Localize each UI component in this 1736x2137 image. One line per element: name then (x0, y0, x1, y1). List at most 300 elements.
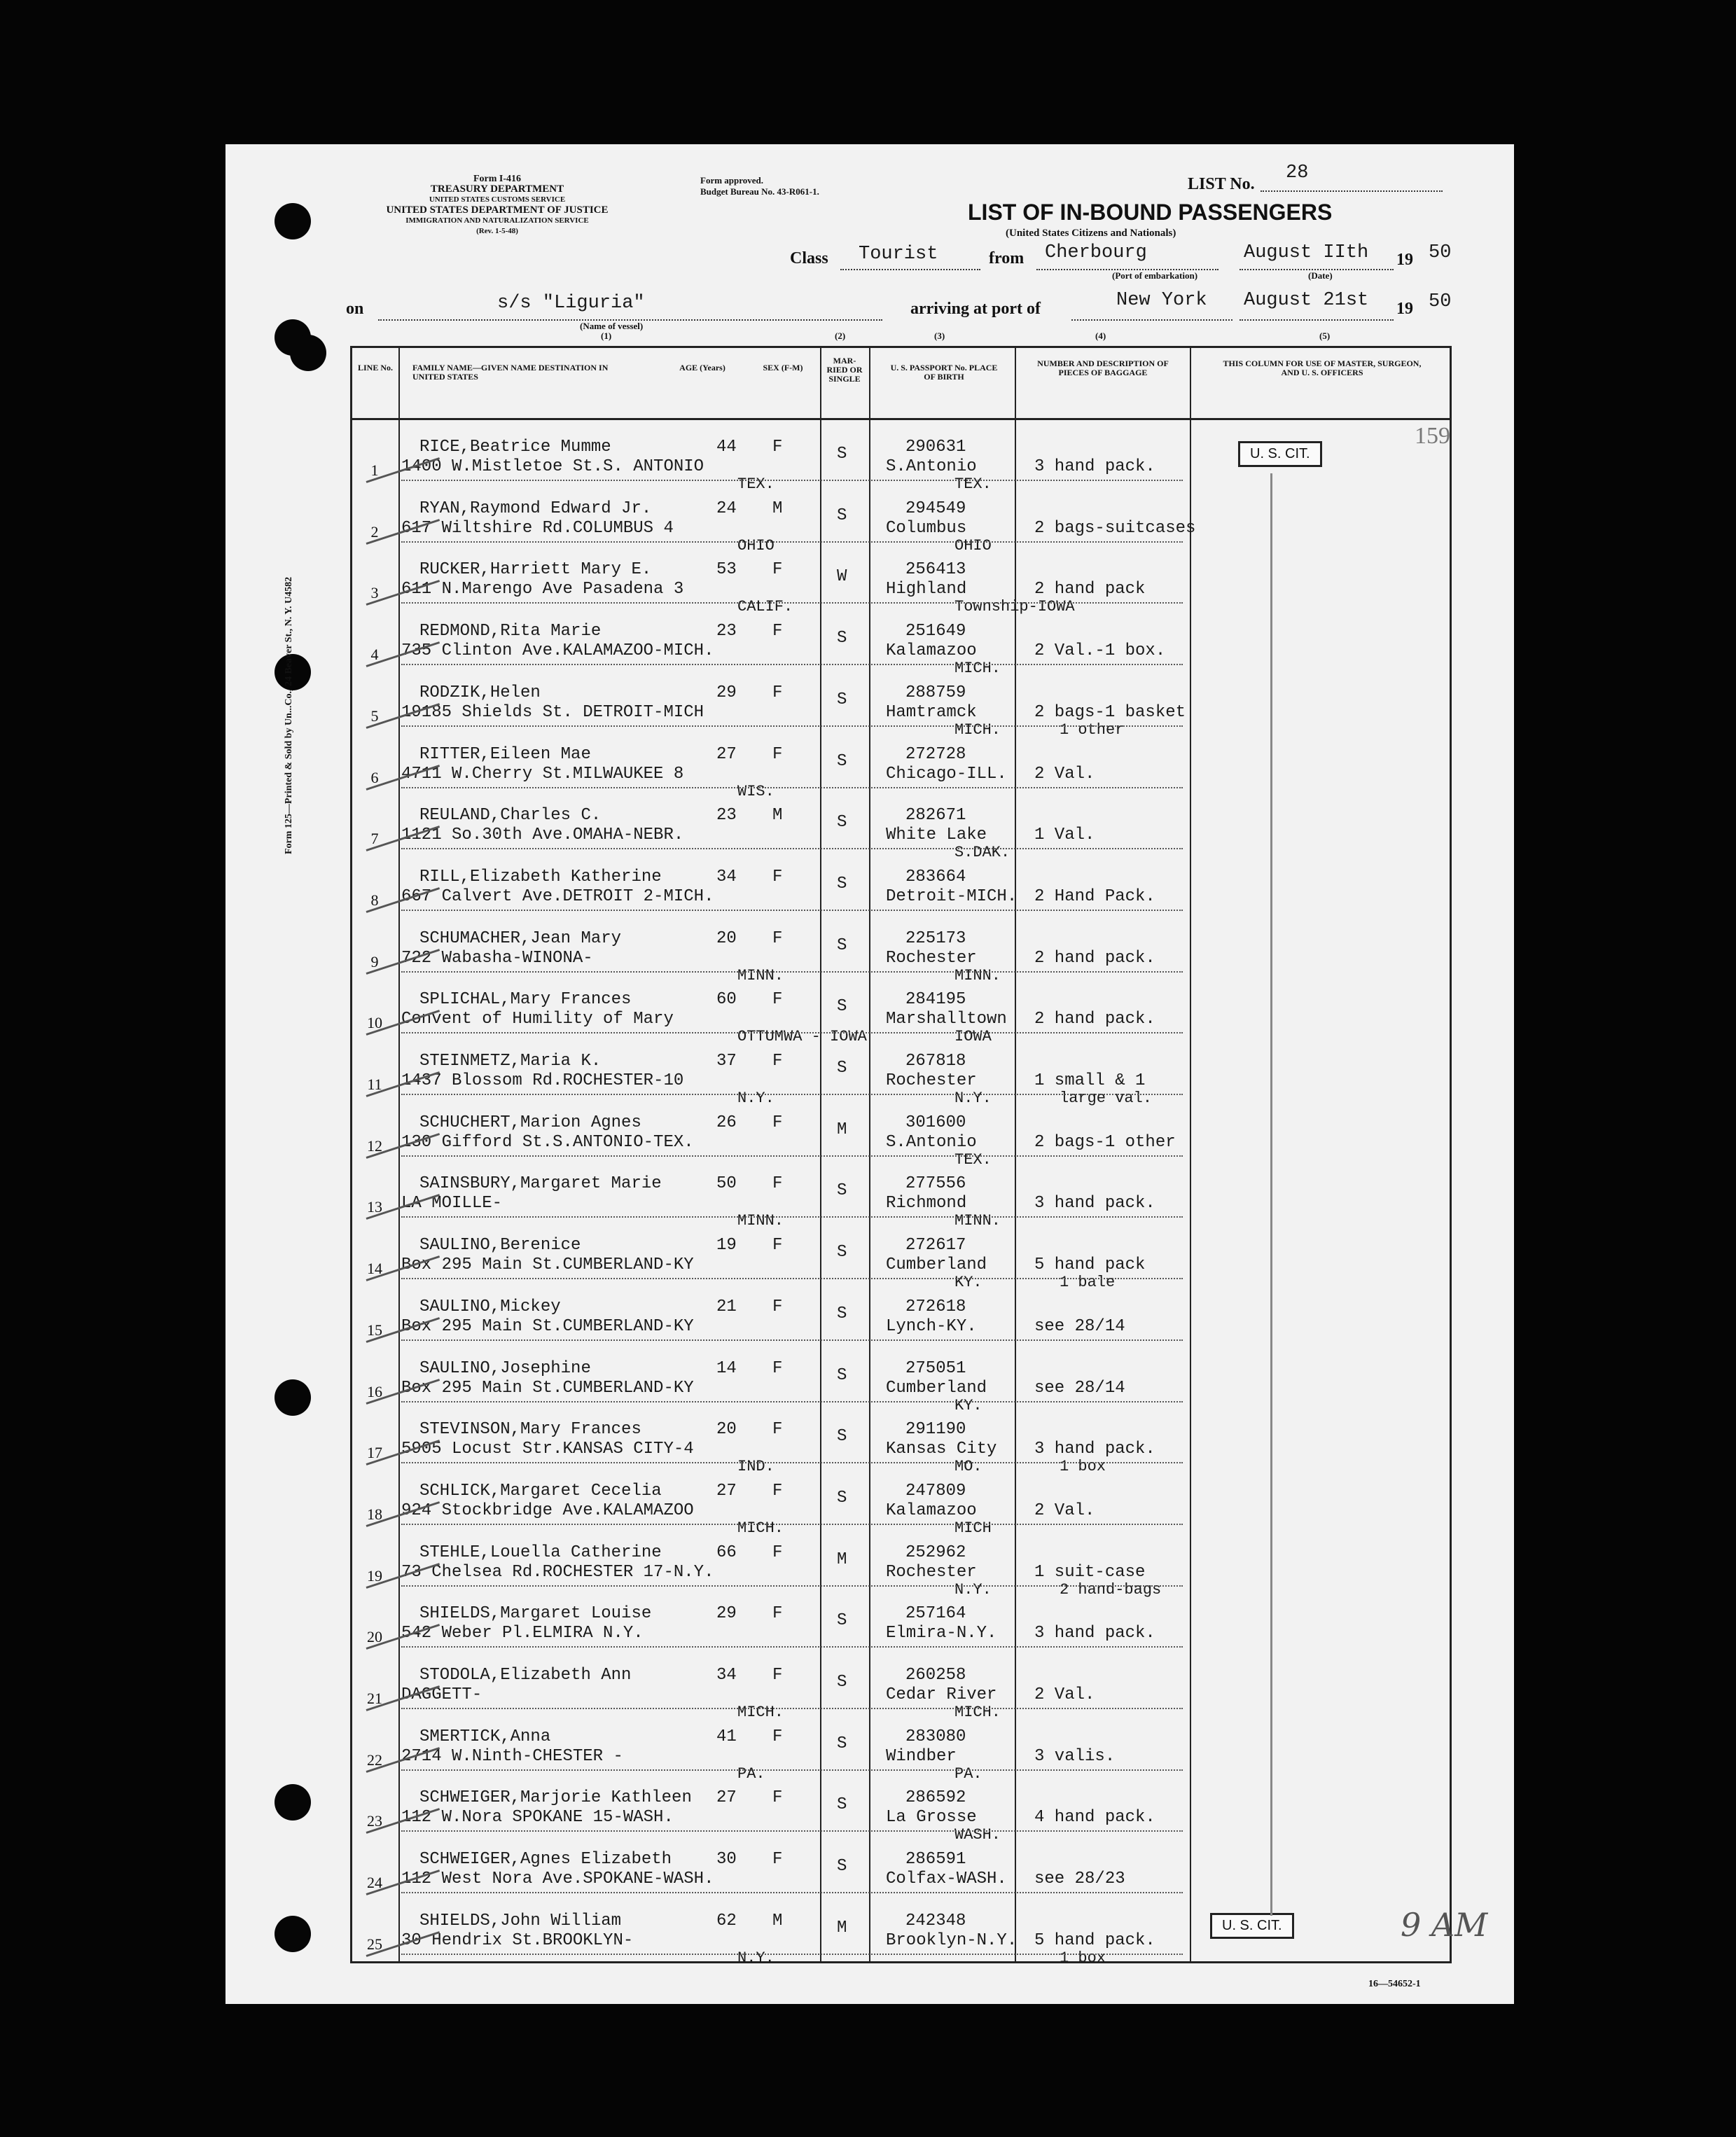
vessel-caption: (Name of vessel) (580, 321, 644, 331)
place-of-birth: Cumberland (886, 1255, 987, 1275)
passenger-name: SCHUCHERT,Marion Agnes (419, 1113, 641, 1132)
place-of-birth: Lynch-KY. (886, 1316, 977, 1336)
line-number: 10 (367, 1014, 382, 1032)
col-divider (398, 348, 400, 1961)
passenger-name: STODOLA,Elizabeth Ann (419, 1666, 632, 1685)
passenger-name: SMERTICK,Anna (419, 1727, 551, 1746)
passport-number: 286592 (905, 1788, 966, 1808)
row-rule (401, 541, 1183, 543)
passport-number: 225173 (905, 928, 966, 948)
baggage-description: 2 Val.-1 box. (1034, 641, 1166, 661)
baggage-description: 3 hand pack. (1034, 1624, 1155, 1643)
baggage-description-2: 1 other (1060, 721, 1125, 739)
baggage-description: 4 hand pack. (1034, 1808, 1155, 1828)
col-divider (1190, 348, 1191, 1961)
passenger-address: 112 West Nora Ave.SPOKANE-WASH. (401, 1870, 714, 1889)
line-number: 15 (367, 1321, 382, 1339)
line-number: 7 (370, 830, 379, 848)
marital-status: S (837, 690, 847, 709)
baggage-description-2: 1 box (1060, 1949, 1106, 1967)
marital-status: S (837, 813, 847, 833)
passenger-address: LA MOILLE- (401, 1194, 503, 1213)
passport-number: 288759 (905, 683, 966, 702)
passport-number: 286591 (905, 1850, 966, 1870)
place-of-birth-2: MINN. (954, 966, 1001, 984)
place-of-birth-2: MICH. (954, 1704, 1001, 1721)
place-of-birth: Cedar River (886, 1685, 997, 1704)
passenger-name: SPLICHAL,Mary Frances (419, 990, 632, 1010)
passenger-age: 34 (716, 1666, 737, 1685)
line-number: 9 (370, 952, 379, 970)
continuation-line (1270, 473, 1272, 1916)
passenger-age: 34 (716, 867, 737, 886)
place-of-birth-2: MO. (954, 1458, 982, 1476)
revision-label: (Rev. 1-5-48) (476, 227, 518, 235)
passenger-age: 14 (716, 1358, 737, 1378)
baggage-description: 1 Val. (1034, 826, 1095, 845)
place-of-birth: Marshalltown (886, 1010, 1007, 1029)
passport-number: 291190 (905, 1420, 966, 1440)
line-number: 17 (367, 1444, 382, 1462)
row-rule (401, 971, 1183, 973)
passport-number: 272617 (905, 1236, 966, 1255)
place-of-birth: S.Antonio (886, 457, 977, 476)
passenger-sex: F (772, 560, 783, 580)
passport-number: 242348 (905, 1911, 966, 1930)
passenger-age: 27 (716, 744, 737, 764)
baggage-description: 3 hand pack. (1034, 1440, 1155, 1459)
date1-caption: (Date) (1308, 270, 1333, 281)
passport-number: 284195 (905, 990, 966, 1010)
col-header-sex: SEX (F-M) (763, 363, 803, 373)
row-rule (401, 1524, 1183, 1525)
place-of-birth-2: Township-IOWA (954, 598, 1075, 616)
passport-number: 282671 (905, 806, 966, 826)
marital-status: S (837, 629, 847, 648)
place-of-birth: Detroit-MICH. (886, 886, 1018, 906)
passenger-address-2: MINN. (737, 966, 784, 984)
arrival-year: 50 (1429, 291, 1452, 312)
baggage-description: 2 bags-1 other (1034, 1132, 1176, 1152)
passenger-sex: F (772, 622, 783, 641)
passenger-address-2: N.Y. (737, 1090, 775, 1107)
line-number: 20 (367, 1628, 382, 1646)
passenger-address-2: IND. (737, 1458, 775, 1476)
passenger-name: RILL,Elizabeth Katherine (419, 867, 662, 886)
passenger-address: Box 295 Main St.CUMBERLAND-KY (401, 1255, 694, 1275)
passenger-name: SHIELDS,Margaret Louise (419, 1604, 652, 1624)
marital-status: M (837, 1120, 847, 1139)
marital-status: M (837, 1918, 847, 1937)
passport-number: 301600 (905, 1113, 966, 1132)
col-header-married: MAR-RIED OR SINGLE (826, 356, 863, 384)
baggage-description-2: large val. (1060, 1090, 1153, 1107)
line-number: 19 (367, 1566, 382, 1585)
passenger-sex: F (772, 1174, 783, 1194)
header-divider (352, 418, 1450, 420)
from-label: from (989, 249, 1025, 267)
line-number: 22 (367, 1750, 382, 1769)
printer-side-note: Form 125—Printed & Sold by Un...Co., 24 Beaver St., N. Y. U4582 (284, 576, 294, 854)
class-line (840, 269, 980, 270)
place-of-birth: Elmira-N.Y. (886, 1624, 997, 1643)
place-of-birth: Columbus (886, 518, 967, 538)
passport-number: 294549 (905, 499, 966, 518)
place-of-birth: Rochester (886, 1071, 977, 1090)
passenger-address: 735 Clinton Ave.KALAMAZOO-MICH. (401, 641, 714, 661)
row-rule (401, 1892, 1183, 1893)
place-of-birth-2: N.Y. (954, 1580, 992, 1599)
place-of-birth-2: PA. (954, 1764, 982, 1783)
passenger-age: 53 (716, 560, 737, 580)
passenger-table (350, 346, 1452, 1967)
passenger-sex: F (772, 1850, 783, 1870)
baggage-description: 2 bags-1 basket (1034, 702, 1186, 722)
col-header-line: LINE No. (357, 363, 393, 373)
row-rule (401, 1032, 1183, 1033)
passenger-sex: F (772, 1788, 783, 1808)
page-stamp-number: 159 (1415, 423, 1450, 449)
from-caption: (Port of embarkation) (1112, 270, 1198, 281)
passenger-name: RODZIK,Helen (419, 683, 541, 702)
date2-line (1239, 319, 1394, 321)
passenger-address: 1121 So.30th Ave.OMAHA-NEBR. (401, 826, 684, 845)
passport-number: 247809 (905, 1481, 966, 1501)
place-of-birth-2: WASH. (954, 1826, 1001, 1844)
passenger-name: SAULINO,Berenice (419, 1236, 581, 1255)
passenger-address-2: CALIF. (737, 598, 793, 616)
passenger-address-2: MICH. (737, 1519, 784, 1537)
officer-signature: 9 AM (1401, 1906, 1488, 1944)
row-rule (401, 1278, 1183, 1279)
place-of-birth-2: OHIO (954, 536, 992, 555)
line-number: 11 (367, 1076, 382, 1093)
passenger-age: 50 (716, 1174, 737, 1194)
list-no-value: 28 (1286, 162, 1309, 183)
place-of-birth-2: KY. (954, 1396, 982, 1414)
arrival-port: New York (1116, 290, 1207, 311)
passenger-sex: M (772, 1911, 783, 1930)
row-rule (401, 1094, 1183, 1095)
place-of-birth-2: IOWA (954, 1028, 992, 1046)
vessel-name: s/s "Liguria" (497, 293, 645, 314)
line-number: 5 (370, 706, 379, 725)
marital-status: S (837, 1857, 847, 1877)
passenger-address: DAGGETT- (401, 1685, 482, 1704)
passport-number: 260258 (905, 1666, 966, 1685)
place-of-birth: Hamtramck (886, 702, 977, 722)
col-header-passport: U. S. PASSPORT No. PLACE OF BIRTH (890, 363, 998, 382)
on-label: on (346, 300, 364, 318)
col-header-name: FAMILY NAME—GIVEN NAME DESTINATION IN UNITED STATES (412, 363, 609, 382)
passenger-name: STEVINSON,Mary Frances (419, 1420, 641, 1440)
passenger-name: RICE,Beatrice Mumme (419, 438, 611, 457)
punch-hole (275, 1916, 311, 1952)
row-rule (401, 910, 1183, 911)
approval-label: Form approved. (700, 175, 764, 186)
passenger-name: SAULINO,Josephine (419, 1358, 591, 1378)
col-header-age: AGE (Years) (679, 363, 725, 373)
passenger-name: SHIELDS,John William (419, 1911, 622, 1930)
place-of-birth: Richmond (886, 1194, 967, 1213)
passenger-name: RYAN,Raymond Edward Jr. (419, 499, 652, 518)
passenger-age: 66 (716, 1543, 737, 1562)
passport-number: 283664 (905, 867, 966, 886)
passenger-address-2: MICH. (737, 1704, 784, 1721)
col-num-2: (2) (835, 330, 846, 341)
punch-hole (290, 335, 326, 371)
passenger-name: SAINSBURY,Margaret Marie (419, 1174, 662, 1194)
passport-number: 267818 (905, 1052, 966, 1071)
passenger-address: 19185 Shields St. DETROIT-MICH (401, 702, 704, 722)
baggage-description: see 28/23 (1034, 1870, 1125, 1889)
place-of-birth: Cumberland (886, 1378, 987, 1398)
marital-status: S (837, 1795, 847, 1815)
passenger-address-2: MINN. (737, 1212, 784, 1230)
place-of-birth-2: S.DAK. (954, 844, 1011, 862)
place-of-birth-2: TEX. (954, 1150, 992, 1169)
baggage-description: 2 bags-suitcases (1034, 518, 1196, 538)
line-number: 25 (367, 1935, 382, 1953)
punch-hole (275, 203, 311, 239)
passenger-name: SCHWEIGER,Agnes Elizabeth (419, 1850, 672, 1870)
row-rule (401, 602, 1183, 604)
place-of-birth-2: MICH. (954, 660, 1001, 678)
baggage-description: 2 hand pack. (1034, 1010, 1155, 1029)
marital-status: S (837, 506, 847, 525)
passenger-age: 20 (716, 1420, 737, 1440)
baggage-description: see 28/14 (1034, 1378, 1125, 1398)
class-value: Tourist (859, 244, 938, 265)
baggage-description: 2 hand pack. (1034, 948, 1155, 968)
line-number: 13 (367, 1198, 382, 1216)
passenger-address: Box 295 Main St.CUMBERLAND-KY (401, 1316, 694, 1336)
row-rule (401, 1769, 1183, 1771)
marital-status: S (837, 1673, 847, 1692)
budget-label: Budget Bureau No. 43-R061-1. (700, 186, 819, 197)
punch-hole (275, 1784, 311, 1821)
row-rule (401, 664, 1183, 665)
passenger-address-2: WIS. (737, 782, 775, 800)
passenger-sex: F (772, 1358, 783, 1378)
passenger-address: 5905 Locust Str.KANSAS CITY-4 (401, 1440, 694, 1459)
line-number: 12 (367, 1136, 382, 1155)
marital-status: S (837, 935, 847, 955)
passenger-age: 60 (716, 990, 737, 1010)
passenger-name: SCHUMACHER,Jean Mary (419, 928, 622, 948)
passenger-address-2: PA. (737, 1764, 765, 1783)
passenger-sex: F (772, 438, 783, 457)
baggage-description: 2 hand pack (1034, 580, 1146, 599)
arriving-label: arriving at port of (910, 300, 1041, 318)
passport-number: 251649 (905, 622, 966, 641)
baggage-description: 5 hand pack (1034, 1255, 1146, 1275)
passenger-address-2: OTTUMWA - IOWA (737, 1028, 867, 1046)
row-rule (401, 1401, 1183, 1402)
passenger-address: 617 Wiltshire Rd.COLUMBUS 4 (401, 518, 674, 538)
col-num-1: (1) (601, 330, 612, 341)
passenger-sex: F (772, 1727, 783, 1746)
passenger-sex: M (772, 806, 783, 826)
passenger-address: Convent of Humility of Mary (401, 1010, 674, 1029)
marital-status: S (837, 1488, 847, 1508)
list-no-line (1261, 190, 1443, 192)
passenger-age: 41 (716, 1727, 737, 1746)
passenger-age: 23 (716, 806, 737, 826)
place-of-birth: Chicago-ILL. (886, 764, 1007, 784)
year-prefix-1: 19 (1396, 251, 1413, 269)
departure-year: 50 (1429, 242, 1452, 263)
place-of-birth: White Lake (886, 826, 987, 845)
class-label: Class (790, 249, 828, 267)
passport-number: 272728 (905, 744, 966, 764)
place-of-birth-2: N.Y. (954, 1090, 992, 1107)
line-number: 4 (370, 646, 379, 664)
passenger-name: STEHLE,Louella Catherine (419, 1543, 662, 1562)
manifest-title: LIST OF IN-BOUND PASSENGERS (968, 200, 1333, 225)
row-rule (401, 1339, 1183, 1341)
passenger-address-2: TEX. (737, 475, 775, 493)
from-value: Cherbourg (1045, 242, 1147, 263)
passport-number: 272618 (905, 1297, 966, 1316)
line-number: 16 (367, 1382, 382, 1400)
marital-status: S (837, 1611, 847, 1631)
col-num-5: (5) (1319, 330, 1331, 341)
passenger-address-2: OHIO (737, 536, 775, 555)
row-rule (401, 480, 1183, 481)
row-rule (401, 787, 1183, 788)
passenger-age: 19 (716, 1236, 737, 1255)
place-of-birth: Kalamazoo (886, 641, 977, 661)
passenger-address: 924 Stockbridge Ave.KALAMAZOO (401, 1501, 694, 1520)
passenger-address: 112 W.Nora SPOKANE 15-WASH. (401, 1808, 674, 1828)
passenger-name: REDMOND,Rita Marie (419, 622, 602, 641)
passenger-sex: F (772, 928, 783, 948)
passenger-sex: F (772, 1236, 783, 1255)
line-number: 23 (367, 1812, 382, 1830)
passenger-sex: F (772, 1481, 783, 1501)
passenger-age: 37 (716, 1052, 737, 1071)
passenger-address: Box 295 Main St.CUMBERLAND-KY (401, 1378, 694, 1398)
line-number: 6 (370, 768, 379, 786)
passenger-address: 30 Hendrix St.BROOKLYN- (401, 1930, 634, 1950)
us-citizen-stamp-top: U. S. CIT. (1238, 441, 1322, 467)
marital-status: S (837, 751, 847, 771)
customs-label: UNITED STATES CUSTOMS SERVICE (429, 195, 566, 204)
passenger-sex: F (772, 1113, 783, 1132)
punch-hole (275, 1379, 311, 1416)
passenger-address: 611 N.Marengo Ave Pasadena 3 (401, 580, 684, 599)
line-number: 18 (367, 1505, 382, 1523)
place-of-birth: Kansas City (886, 1440, 997, 1459)
passenger-sex: F (772, 1543, 783, 1562)
passport-number: 275051 (905, 1358, 966, 1378)
form-number: Form I-416 (473, 174, 522, 184)
passenger-sex: F (772, 744, 783, 764)
footer-code: 16—54652-1 (1368, 1979, 1421, 1989)
col-header-officers: THIS COLUMN FOR USE OF MASTER, SURGEON, AND U. S. OFFICERS (1223, 359, 1422, 377)
passenger-address: 4711 W.Cherry St.MILWAUKEE 8 (401, 764, 684, 784)
treasury-label: TREASURY DEPARTMENT (430, 183, 564, 195)
passenger-age: 29 (716, 683, 737, 702)
col-num-3: (3) (934, 330, 945, 341)
place-of-birth-2: TEX. (954, 475, 992, 493)
marital-status: S (837, 874, 847, 893)
passenger-age: 23 (716, 622, 737, 641)
approval-block (700, 175, 819, 197)
marital-status: S (837, 1304, 847, 1323)
justice-label: UNITED STATES DEPARTMENT OF JUSTICE (386, 204, 609, 216)
passenger-address-2: N.Y. (737, 1949, 775, 1967)
place-of-birth: Rochester (886, 948, 977, 968)
passenger-address: 667 Calvert Ave.DETROIT 2-MICH. (401, 886, 714, 906)
passenger-sex: F (772, 1604, 783, 1624)
passenger-sex: F (772, 1420, 783, 1440)
line-number: 1 (370, 461, 379, 479)
passenger-name: RITTER,Eileen Mae (419, 744, 591, 764)
place-of-birth: Colfax-WASH. (886, 1870, 1007, 1889)
us-citizen-stamp-bottom: U. S. CIT. (1210, 1913, 1294, 1939)
passport-number: 257164 (905, 1604, 966, 1624)
place-of-birth-2: KY. (954, 1274, 982, 1292)
passenger-age: 26 (716, 1113, 737, 1132)
row-rule (401, 1155, 1183, 1157)
place-of-birth: Kalamazoo (886, 1501, 977, 1520)
baggage-description: see 28/14 (1034, 1316, 1125, 1336)
baggage-description: 2 Val. (1034, 1501, 1095, 1520)
ins-label: IMMIGRATION AND NATURALIZATION SERVICE (405, 216, 589, 225)
passenger-address: 130 Gifford St.S.ANTONIO-TEX. (401, 1132, 694, 1152)
passenger-age: 24 (716, 499, 737, 518)
place-of-birth: S.Antonio (886, 1132, 977, 1152)
row-rule (401, 1830, 1183, 1832)
row-rule (401, 1585, 1183, 1587)
place-of-birth: Highland (886, 580, 967, 599)
baggage-description: 2 Val. (1034, 1685, 1095, 1704)
passenger-address: 2714 W.Ninth-CHESTER - (401, 1746, 623, 1766)
marital-status: S (837, 1734, 847, 1753)
marital-status: S (837, 1427, 847, 1447)
row-rule (401, 1646, 1183, 1648)
passenger-age: 29 (716, 1604, 737, 1624)
passenger-age: 27 (716, 1788, 737, 1808)
baggage-description: 3 valis. (1034, 1746, 1116, 1766)
baggage-description: 5 hand pack. (1034, 1930, 1155, 1950)
place-of-birth: Brooklyn-N.Y. (886, 1930, 1018, 1950)
passport-number: 290631 (905, 438, 966, 457)
baggage-description: 1 suit-case (1034, 1562, 1146, 1582)
form-agency-block (336, 174, 658, 237)
passenger-age: 44 (716, 438, 737, 457)
baggage-description-2: 1 box (1060, 1458, 1106, 1476)
passenger-age: 62 (716, 1911, 737, 1930)
col-header-baggage: NUMBER AND DESCRIPTION OF PIECES OF BAGGAGE (1037, 359, 1169, 377)
passenger-sex: F (772, 990, 783, 1010)
place-of-birth: Rochester (886, 1562, 977, 1582)
passenger-age: 27 (716, 1481, 737, 1501)
passenger-name: SCHWEIGER,Marjorie Kathleen (419, 1788, 692, 1808)
passenger-address: 1400 W.Mistletoe St.S. ANTONIO (401, 457, 704, 476)
row-rule (401, 1954, 1183, 1955)
passenger-sex: F (772, 1666, 783, 1685)
row-rule (401, 1708, 1183, 1709)
line-number: 8 (370, 891, 379, 909)
passenger-name: SAULINO,Mickey (419, 1297, 561, 1316)
baggage-description: 3 hand pack. (1034, 457, 1155, 476)
passenger-address: 1437 Blossom Rd.ROCHESTER-10 (401, 1071, 684, 1090)
passenger-name: SCHLICK,Margaret Cecelia (419, 1481, 662, 1501)
line-number: 14 (367, 1260, 382, 1278)
